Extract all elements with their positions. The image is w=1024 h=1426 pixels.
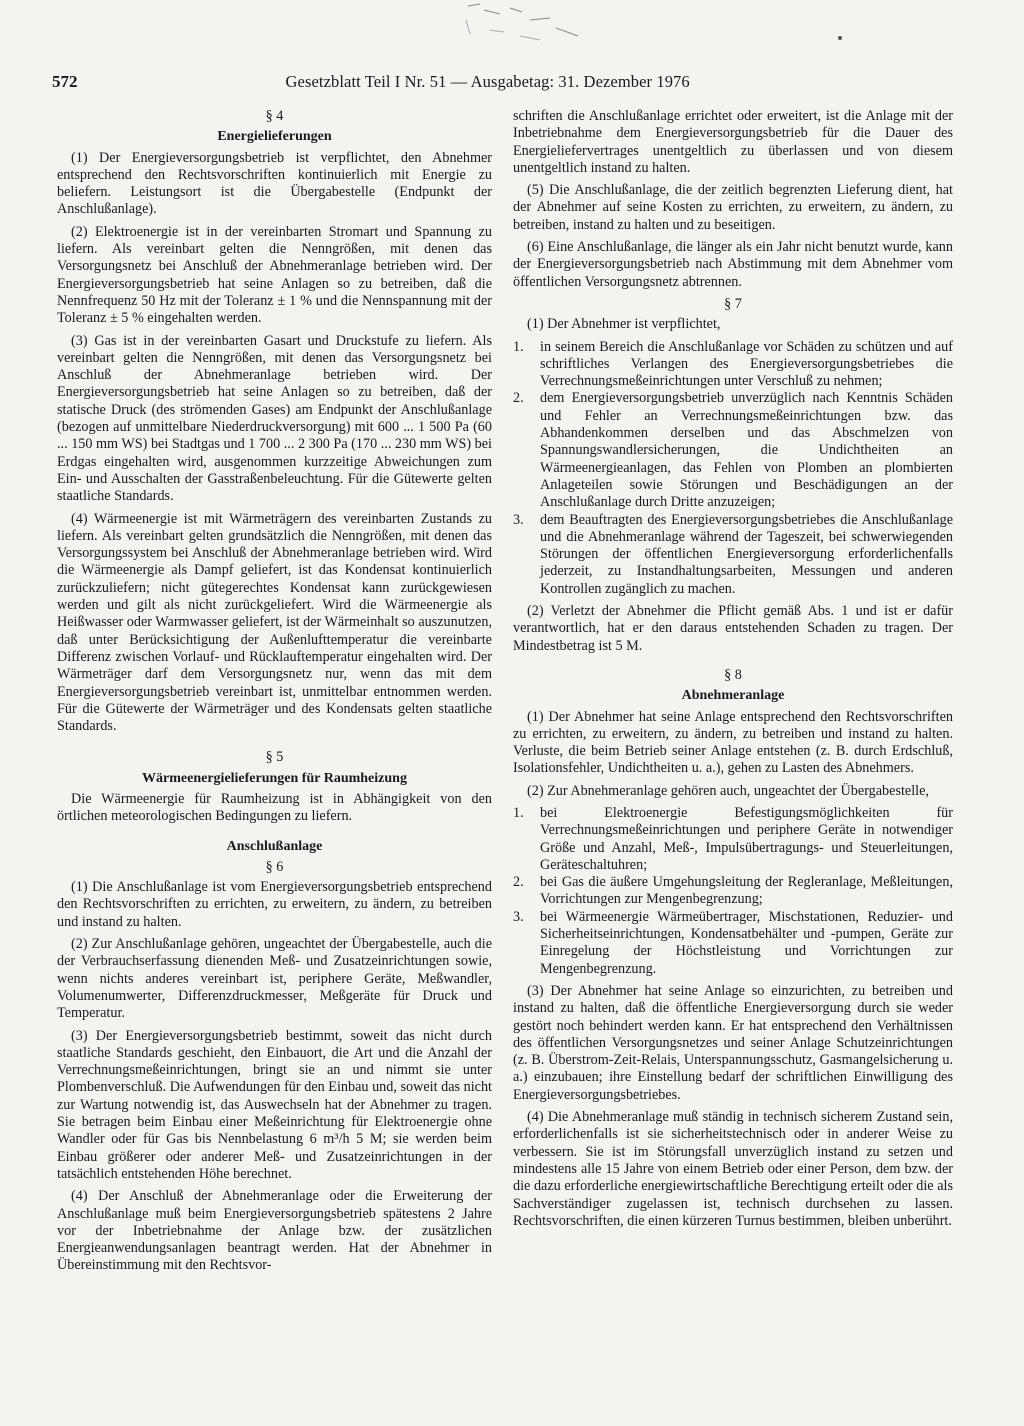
list-item-text: bei Elektroenergie Befestigungsmöglichkeiten für Verrechnungsmeßeinrichtungen und periphere Geräte in notwendiger Größe und Anzahl, Meß-, Impulsübertragungs- und Steuerleitungen, Geräteschaltuhren;: [540, 804, 953, 873]
section-heading: Anschlußanlage: [226, 838, 323, 854]
paragraph: (2) Zur Abnehmeranlage gehören auch, ungeachtet der Übergabestelle,: [527, 782, 929, 799]
list-number: 3.: [513, 511, 524, 528]
section-number: § 7: [724, 295, 742, 312]
section-number: § 5: [265, 749, 284, 766]
paragraph-continuation: schriften die Anschlußanlage errichtet oder erweitert, ist die Anlage mit der Inbetriebnahme dem Energieversorgungsbetrieb für die Dauer des Energieliefervertrages unentgeltlich zu überlassen und von diesem unentgeltlich instand zu halten.: [513, 108, 953, 176]
list-number: 1.: [513, 338, 524, 355]
paragraph: (1) Der Energieversorgungsbetrieb ist verpflichtet, den Abnehmer entsprechend den Rechtsvorschriften kontinuierlich mit Energie zu beliefern. Leistungsort ist die Übergabestelle (Endpunkt der Anschlußanlage).: [57, 149, 492, 218]
list-number: 2.: [513, 874, 524, 891]
enumerated-list: [513, 339, 953, 598]
section-number: § 8: [724, 666, 742, 683]
paragraph: (5) Die Anschlußanlage, die der zeitlich begrenzten Lieferung dient, hat der Abnehmer auf seine Kosten zu errichten, zu erweitern, zu ändern, zu betreiben, instand zu halten und zu beseitigen.: [513, 182, 953, 233]
section-heading: Energielieferungen: [217, 129, 332, 145]
enumerated-list: [513, 805, 953, 978]
paragraph: (1) Die Anschlußanlage ist vom Energieversorgungsbetrieb entsprechend den Rechtsvorschriften zu errichten, zu erweitern, zu ändern, zu betreiben und instand zu halten.: [57, 879, 492, 930]
list-item-text: bei Wärmeenergie Wärmeübertrager, Mischstationen, Reduzier- und Sicherheitseinrichtungen, Kondensatbehälter und -pumpen, Geräte zur Einregelung der Höchstleistung und Vorrichtungen zur Mengenbegrenzung.: [540, 908, 953, 977]
list-item: [513, 512, 953, 598]
section-number: § 6: [265, 858, 284, 875]
list-item: [513, 390, 953, 511]
list-item: [513, 874, 953, 909]
paragraph: (4) Wärmeenergie ist mit Wärmeträgern des vereinbarten Zustands zu liefern. Als vereinbart gelten grundsätzlich die Nenngrößen, mit denen das Versorgungssystem bei Anschluß der Abnehmeranlage betrieben wird. Wird die Wärmeenergie als Dampf geliefert, ist das Kondensat kontinuierlich zurückzuliefern; nicht gütegerechtes Kondensat kann zurückgewiesen werden und gilt als nicht zurückgeliefert. Wird die Wärmeenergie als Heißwasser oder Warmwasser geliefert, ist der Wärmeinhalt so auszunutzen, daß unter Berücksichtigung der Außenlufttemperatur die vereinbarte Differenz zwischen Vorlauf- und Rücklauftemperatur eingehalten wird. Der Wärmeträger darf dem Versorgungsnetz nur, wenn das mit dem Energieversorgungsbetrieb vereinbart ist, unmittelbar entnommen werden. Für die Gütewerte der Wärmeträger und des Kondensats gelten staatliche Standards.: [57, 510, 492, 735]
section-number: § 4: [265, 108, 284, 124]
list-item-text: bei Gas die äußere Umgehungsleitung der Regleranlage, Meßleitungen, Vorrichtungen zur Mengenbegrenzung;: [540, 874, 953, 908]
list-item: [513, 339, 953, 391]
paragraph: (2) Zur Anschlußanlage gehören, ungeachtet der Übergabestelle, auch die der Verbrauchserfassung dienenden Meß- und Zusatzeinrichtungen sowie, wenn nichts anderes vereinbart ist, periphere Geräte, Meßwandler, Volumenumwerter, Differenzdruckmesser, Meßgeräte für Druck und Temperatur.: [57, 936, 492, 1022]
list-item-text: in seinem Bereich die Anschlußanlage vor Schäden zu schützen und auf schriftliches Verlangen des Energieversorgungsbetriebes die Verrechnungsmeßeinrichtungen unter Verschluß zu nehmen;: [540, 338, 953, 390]
section-heading: Abnehmeranlage: [681, 688, 785, 704]
paragraph: (4) Der Anschluß der Abnehmeranlage oder die Erweiterung der Anschlußanlage muß beim Energieversorgungsbetrieb spätestens 2 Jahre vor der Inbetriebnahme der Anlage bzw. der zusätzlichen Energieanwendungsanlagen beantragt werden. Hat der Abnehmer in Übereinstimmung mit den Rechtsvor-: [57, 1188, 492, 1274]
list-item: [513, 909, 953, 978]
paragraph: (6) Eine Anschlußanlage, die länger als ein Jahr nicht benutzt wurde, kann der Energieversorgungsbetrieb nach Abstimmung mit dem Abnehmer vom öffentlichen Versorgungsnetz abtrennen.: [513, 239, 953, 290]
paragraph: (3) Gas ist in der vereinbarten Gasart und Druckstufe zu liefern. Als vereinbart gelten die Nenngrößen, mit denen das Versorgungsnetz bei Anschluß der Abnehmeranlage betrieben wird. Der Energieversorgungsbetrieb hat seine Anlagen so zu betreiben, daß der statische Druck (des strömenden Gases) am Endpunkt der Anschlußanlage (bezogen auf unmittelbare Niederdruckversorgung) mit 600 ... 1 500 Pa (60 ... 150 mm WS) bei Stadtgas und 1 700 ... 2 300 Pa (170 ... 230 mm WS) bei Erdgas eingehalten wird, ausgenommen kurzzeitige Abweichungen zum Ein- und Ausschalten der Gasstraßenbeleuchtung. Für die Gütewerte gelten staatliche Standards.: [57, 332, 492, 505]
header-title: Gesetzblatt Teil I Nr. 51 — Ausgabetag: 31. Dezember 1976: [285, 72, 690, 91]
left-column: [57, 108, 492, 1280]
paragraph: (1) Der Abnehmer hat seine Anlage entsprechend den Rechtsvorschriften zu errichten, zu erweitern, zu ändern, zu betreiben und instand zu halten. Verluste, die beim Betrieb seiner Anlage entstehen (z. B. durch Erdschluß, Isolationsfehler, Undichtheiten u. a.), gehen zu Lasten des Abnehmers.: [513, 708, 953, 777]
right-column: [513, 108, 953, 1235]
list-item-text: dem Beauftragten des Energieversorgungsbetriebes die Anschlußanlage und die Abnehmeranlage während der Tageszeit, bei schwerwiegenden Störungen der öffentlichen Energieversorgung erforderlichenfalls jederzeit, zu Instandhaltungsarbeiten, Messungen und anderen Kontrollen zugänglich zu machen.: [540, 511, 953, 597]
section-heading: Wärmeenergielieferungen für Raumheizung: [142, 770, 407, 786]
list-number: 3.: [513, 908, 524, 925]
paragraph: (4) Die Abnehmeranlage muß ständig in technisch sicherem Zustand sein, erforderlichenfalls ist sie sicherheitstechnisch oder in anderer Weise zu verbessern. Sie ist im Störungsfall unverzüglich instand zu setzen und mindestens alle 15 Jahre von einem Betrieb oder einer Person, dem bzw. der die dazu erforderliche energiewirtschaftliche Berechtigung erteilt oder die als Sachverständiger zugelassen ist, technisch durchsehen zu lassen. Rechtsvorschriften, die einen kürzeren Turnus bestimmen, bleiben unberührt.: [513, 1109, 953, 1229]
list-item-text: dem Energieversorgungsbetrieb unverzüglich nach Kenntnis Schäden und Fehler an Verrechnungsmeßeinrichtungen bzw. das Abhandenkommen derselben und das Abschmelzen von Spannungswandlersicherungen, die Undichtheiten an Wärmeenergieanlagen, das Fehlen von Plomben an plombierten Anlageteilen sowie Störungen und Beschädigungen an der Anschlußanlage durch Dritte anzuzeigen;: [540, 390, 953, 511]
list-item: [513, 805, 953, 874]
scan-artifact: [460, 0, 600, 50]
paragraph: (1) Der Abnehmer ist verpflichtet,: [527, 316, 721, 333]
page-number: 572: [52, 72, 78, 91]
page-header: [52, 72, 982, 98]
paragraph: (2) Verletzt der Abnehmer die Pflicht gemäß Abs. 1 und ist er dafür verantwortlich, hat er den daraus entstehenden Schaden zu tragen. Der Mindestbetrag ist 5 M.: [513, 603, 953, 654]
list-number: 2.: [513, 390, 524, 407]
paragraph: (3) Der Energieversorgungsbetrieb bestimmt, soweit das nicht durch staatliche Standards geschieht, den Einbauort, die Art und die Anzahl der Verrechnungsmeßeinrichtungen, bringt sie an und nimmt sie unter Plombenverschluß. Die Aufwendungen für den Einbau und, soweit das nicht zur Wartung notwendig ist, das Auswechseln hat der Abnehmer zu tragen. Sie betragen beim Einbau einer Meßeinrichtung für Elektroenergie ohne Wandler oder für Gas bis Nennbelastung 6 m³/h 5 M; sie werden beim Einbau größerer oder anderer Meß- und Zusatzeinrichtungen in der tatsächlich entstehenden Höhe berechnet.: [57, 1027, 492, 1182]
paragraph: Die Wärmeenergie für Raumheizung ist in Abhängigkeit von den örtlichen meteorologischen Bedingungen zu liefern.: [57, 790, 492, 825]
paragraph: (2) Elektroenergie ist in der vereinbarten Stromart und Spannung zu liefern. Als vereinbart gelten die Nenngrößen, mit denen das Versorgungsnetz bei Anschluß der Abnehmeranlage betrieben wird. Der Energieversorgungsbetrieb hat seine Anlagen so zu betreiben, daß die Nennfrequenz 50 Hz mit der Toleranz ± 1 % und die Nennspannung mit der Toleranz ± 5 % eingehalten werden.: [57, 223, 492, 327]
paragraph: (3) Der Abnehmer hat seine Anlage so einzurichten, zu betreiben und instand zu halten, daß die öffentliche Energieversorgung durch sie weder gestört noch behindert werden kann. Er hat entsprechend den Verhältnissen des öffentlichen Versorgungsnetzes und seiner Anlage Schutzeinrichtungen (z. B. Überstrom-Zeit-Relais, Unterspannungsschutz, Gasmangelsicherung u. a.) einzubauen; ihre Einstellung bedarf der schriftlichen Einwilligung des Energieversorgungsbetriebes.: [513, 982, 953, 1103]
scan-speck: [838, 36, 842, 40]
list-number: 1.: [513, 804, 524, 821]
